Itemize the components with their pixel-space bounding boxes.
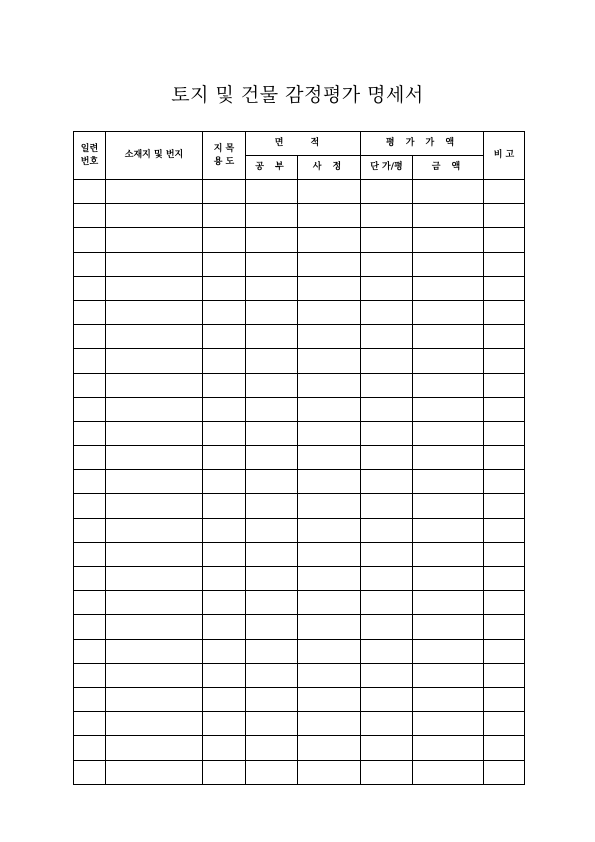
- unit-price-cell[interactable]: [361, 470, 413, 494]
- location-cell[interactable]: [106, 180, 203, 204]
- unit-price-cell[interactable]: [361, 325, 413, 349]
- serial-cell[interactable]: [74, 615, 106, 639]
- table-row: [74, 567, 525, 591]
- land-use-cell[interactable]: [203, 421, 246, 445]
- land-use-cell[interactable]: [203, 180, 246, 204]
- table-row: [74, 228, 525, 252]
- amount-cell[interactable]: [413, 591, 484, 615]
- remarks-cell[interactable]: [484, 687, 525, 711]
- amount-cell[interactable]: [413, 470, 484, 494]
- area-official-cell[interactable]: [246, 397, 298, 421]
- serial-cell[interactable]: [74, 421, 106, 445]
- remarks-cell[interactable]: [484, 639, 525, 663]
- serial-cell[interactable]: [74, 567, 106, 591]
- remarks-cell[interactable]: [484, 421, 525, 445]
- serial-cell[interactable]: [74, 349, 106, 373]
- header-serial-line2: 번호: [80, 156, 99, 167]
- land-use-cell[interactable]: [203, 615, 246, 639]
- amount-cell[interactable]: [413, 300, 484, 324]
- location-cell[interactable]: [106, 204, 203, 228]
- remarks-cell[interactable]: [484, 615, 525, 639]
- serial-cell[interactable]: [74, 518, 106, 542]
- area-actual-cell[interactable]: [298, 446, 361, 470]
- location-cell[interactable]: [106, 663, 203, 687]
- serial-cell[interactable]: [74, 663, 106, 687]
- location-cell[interactable]: [106, 470, 203, 494]
- remarks-cell[interactable]: [484, 228, 525, 252]
- table-row: [74, 349, 525, 373]
- area-actual-cell[interactable]: [298, 639, 361, 663]
- area-actual-cell[interactable]: [298, 591, 361, 615]
- land-use-cell[interactable]: [203, 325, 246, 349]
- land-use-cell[interactable]: [203, 518, 246, 542]
- appraisal-table: [73, 131, 525, 785]
- area-official-cell[interactable]: [246, 494, 298, 518]
- area-official-cell[interactable]: [246, 542, 298, 566]
- amount-cell[interactable]: [413, 228, 484, 252]
- location-cell[interactable]: [106, 494, 203, 518]
- header-appraisal-value: 평 가 가 액: [361, 132, 484, 156]
- remarks-cell[interactable]: [484, 663, 525, 687]
- unit-price-cell[interactable]: [361, 276, 413, 300]
- remarks-cell[interactable]: [484, 252, 525, 276]
- remarks-cell[interactable]: [484, 518, 525, 542]
- header-landuse-line1: 지 목: [213, 143, 235, 154]
- land-use-cell[interactable]: [203, 373, 246, 397]
- location-cell[interactable]: [106, 687, 203, 711]
- land-use-cell[interactable]: [203, 687, 246, 711]
- area-official-cell[interactable]: [246, 252, 298, 276]
- table-row: [74, 397, 525, 421]
- table-row: [74, 180, 525, 204]
- area-official-cell[interactable]: [246, 687, 298, 711]
- location-cell[interactable]: [106, 397, 203, 421]
- location-cell[interactable]: [106, 349, 203, 373]
- area-actual-cell[interactable]: [298, 494, 361, 518]
- location-cell[interactable]: [106, 567, 203, 591]
- unit-price-cell[interactable]: [361, 518, 413, 542]
- amount-cell[interactable]: [413, 373, 484, 397]
- remarks-cell[interactable]: [484, 446, 525, 470]
- header-remarks: 비 고: [484, 132, 525, 180]
- amount-cell[interactable]: [413, 252, 484, 276]
- location-cell[interactable]: [106, 518, 203, 542]
- location-cell[interactable]: [106, 325, 203, 349]
- remarks-cell[interactable]: [484, 397, 525, 421]
- unit-price-cell[interactable]: [361, 542, 413, 566]
- amount-cell[interactable]: [413, 494, 484, 518]
- serial-cell[interactable]: [74, 712, 106, 736]
- remarks-cell[interactable]: [484, 325, 525, 349]
- area-actual-cell[interactable]: [298, 180, 361, 204]
- unit-price-cell[interactable]: [361, 712, 413, 736]
- location-cell[interactable]: [106, 615, 203, 639]
- location-cell[interactable]: [106, 252, 203, 276]
- land-use-cell[interactable]: [203, 494, 246, 518]
- table-row: [74, 325, 525, 349]
- area-actual-cell[interactable]: [298, 760, 361, 784]
- unit-price-cell[interactable]: [361, 760, 413, 784]
- amount-cell[interactable]: [413, 397, 484, 421]
- area-actual-cell[interactable]: [298, 470, 361, 494]
- header-land-use: [203, 132, 246, 180]
- header-landuse-line2: 용 도: [213, 156, 235, 167]
- serial-cell[interactable]: [74, 204, 106, 228]
- serial-cell[interactable]: [74, 639, 106, 663]
- unit-price-cell[interactable]: [361, 494, 413, 518]
- remarks-cell[interactable]: [484, 736, 525, 760]
- serial-cell[interactable]: [74, 591, 106, 615]
- amount-cell[interactable]: [413, 325, 484, 349]
- table-row: [74, 663, 525, 687]
- area-official-cell[interactable]: [246, 349, 298, 373]
- land-use-cell[interactable]: [203, 542, 246, 566]
- remarks-cell[interactable]: [484, 542, 525, 566]
- area-actual-cell[interactable]: [298, 518, 361, 542]
- serial-cell[interactable]: [74, 300, 106, 324]
- land-use-cell[interactable]: [203, 349, 246, 373]
- amount-cell[interactable]: [413, 663, 484, 687]
- serial-cell[interactable]: [74, 760, 106, 784]
- serial-cell[interactable]: [74, 325, 106, 349]
- area-official-cell[interactable]: [246, 180, 298, 204]
- area-official-cell[interactable]: [246, 421, 298, 445]
- area-actual-cell[interactable]: [298, 615, 361, 639]
- area-official-cell[interactable]: [246, 276, 298, 300]
- serial-cell[interactable]: [74, 470, 106, 494]
- table-row: [74, 687, 525, 711]
- area-actual-cell[interactable]: [298, 252, 361, 276]
- land-use-cell[interactable]: [203, 760, 246, 784]
- land-use-cell[interactable]: [203, 639, 246, 663]
- remarks-cell[interactable]: [484, 276, 525, 300]
- area-official-cell[interactable]: [246, 204, 298, 228]
- table-row: [74, 252, 525, 276]
- unit-price-cell[interactable]: [361, 421, 413, 445]
- area-official-cell[interactable]: [246, 373, 298, 397]
- area-actual-cell[interactable]: [298, 542, 361, 566]
- unit-price-cell[interactable]: [361, 663, 413, 687]
- amount-cell[interactable]: [413, 180, 484, 204]
- header-row-1: [74, 132, 525, 156]
- table-row: [74, 494, 525, 518]
- remarks-cell[interactable]: [484, 204, 525, 228]
- table-row: [74, 591, 525, 615]
- unit-price-cell[interactable]: [361, 180, 413, 204]
- area-official-cell[interactable]: [246, 639, 298, 663]
- area-actual-cell[interactable]: [298, 567, 361, 591]
- unit-price-cell[interactable]: [361, 639, 413, 663]
- table-row: [74, 542, 525, 566]
- unit-price-cell[interactable]: [361, 228, 413, 252]
- area-actual-cell[interactable]: [298, 228, 361, 252]
- remarks-cell[interactable]: [484, 470, 525, 494]
- unit-price-cell[interactable]: [361, 373, 413, 397]
- amount-cell[interactable]: [413, 446, 484, 470]
- area-actual-cell[interactable]: [298, 397, 361, 421]
- location-cell[interactable]: [106, 591, 203, 615]
- remarks-cell[interactable]: [484, 373, 525, 397]
- table-row: [74, 639, 525, 663]
- land-use-cell[interactable]: [203, 204, 246, 228]
- land-use-cell[interactable]: [203, 228, 246, 252]
- area-official-cell[interactable]: [246, 615, 298, 639]
- area-actual-cell[interactable]: [298, 712, 361, 736]
- remarks-cell[interactable]: [484, 567, 525, 591]
- serial-cell[interactable]: [74, 180, 106, 204]
- location-cell[interactable]: [106, 639, 203, 663]
- land-use-cell[interactable]: [203, 712, 246, 736]
- serial-cell[interactable]: [74, 736, 106, 760]
- serial-cell[interactable]: [74, 397, 106, 421]
- land-use-cell[interactable]: [203, 736, 246, 760]
- area-actual-cell[interactable]: [298, 204, 361, 228]
- unit-price-cell[interactable]: [361, 567, 413, 591]
- table-row: [74, 470, 525, 494]
- remarks-cell[interactable]: [484, 349, 525, 373]
- remarks-cell[interactable]: [484, 300, 525, 324]
- area-official-cell[interactable]: [246, 518, 298, 542]
- unit-price-cell[interactable]: [361, 349, 413, 373]
- area-actual-cell[interactable]: [298, 736, 361, 760]
- amount-cell[interactable]: [413, 542, 484, 566]
- serial-cell[interactable]: [74, 687, 106, 711]
- area-official-cell[interactable]: [246, 712, 298, 736]
- unit-price-cell[interactable]: [361, 397, 413, 421]
- serial-cell[interactable]: [74, 494, 106, 518]
- table-row: [74, 276, 525, 300]
- table-row: [74, 518, 525, 542]
- amount-cell[interactable]: [413, 687, 484, 711]
- unit-price-cell[interactable]: [361, 252, 413, 276]
- remarks-cell[interactable]: [484, 712, 525, 736]
- header-serial-line1: 일련: [80, 143, 99, 154]
- unit-price-cell[interactable]: [361, 204, 413, 228]
- amount-cell[interactable]: [413, 276, 484, 300]
- remarks-cell[interactable]: [484, 494, 525, 518]
- table-row: [74, 615, 525, 639]
- serial-cell[interactable]: [74, 228, 106, 252]
- area-actual-cell[interactable]: [298, 373, 361, 397]
- header-amount: 금 액: [413, 156, 484, 180]
- area-official-cell[interactable]: [246, 567, 298, 591]
- area-actual-cell[interactable]: [298, 300, 361, 324]
- location-cell[interactable]: [106, 542, 203, 566]
- remarks-cell[interactable]: [484, 760, 525, 784]
- land-use-cell[interactable]: [203, 397, 246, 421]
- land-use-cell[interactable]: [203, 663, 246, 687]
- land-use-cell[interactable]: [203, 300, 246, 324]
- table-row: [74, 204, 525, 228]
- location-cell[interactable]: [106, 228, 203, 252]
- serial-cell[interactable]: [74, 373, 106, 397]
- unit-price-cell[interactable]: [361, 591, 413, 615]
- header-serial-number: [74, 132, 106, 180]
- document-title: 토지 및 건물 감정평가 명세서: [171, 84, 424, 106]
- amount-cell[interactable]: [413, 204, 484, 228]
- unit-price-cell[interactable]: [361, 615, 413, 639]
- land-use-cell[interactable]: [203, 591, 246, 615]
- table-row: [74, 421, 525, 445]
- amount-cell[interactable]: [413, 421, 484, 445]
- area-actual-cell[interactable]: [298, 663, 361, 687]
- serial-cell[interactable]: [74, 276, 106, 300]
- area-official-cell[interactable]: [246, 300, 298, 324]
- amount-cell[interactable]: [413, 760, 484, 784]
- location-cell[interactable]: [106, 712, 203, 736]
- remarks-cell[interactable]: [484, 591, 525, 615]
- land-use-cell[interactable]: [203, 470, 246, 494]
- unit-price-cell[interactable]: [361, 736, 413, 760]
- unit-price-cell[interactable]: [361, 446, 413, 470]
- amount-cell[interactable]: [413, 736, 484, 760]
- area-actual-cell[interactable]: [298, 325, 361, 349]
- amount-cell[interactable]: [413, 349, 484, 373]
- area-official-cell[interactable]: [246, 228, 298, 252]
- header-location: 소재지 및 번지: [106, 132, 203, 180]
- location-cell[interactable]: [106, 736, 203, 760]
- location-cell[interactable]: [106, 373, 203, 397]
- amount-cell[interactable]: [413, 518, 484, 542]
- table-row: [74, 760, 525, 784]
- unit-price-cell[interactable]: [361, 687, 413, 711]
- area-actual-cell[interactable]: [298, 276, 361, 300]
- area-actual-cell[interactable]: [298, 687, 361, 711]
- location-cell[interactable]: [106, 446, 203, 470]
- area-actual-cell[interactable]: [298, 349, 361, 373]
- location-cell[interactable]: [106, 760, 203, 784]
- unit-price-cell[interactable]: [361, 300, 413, 324]
- remarks-cell[interactable]: [484, 180, 525, 204]
- amount-cell[interactable]: [413, 615, 484, 639]
- header-area-actual: 사 정: [298, 156, 361, 180]
- land-use-cell[interactable]: [203, 446, 246, 470]
- amount-cell[interactable]: [413, 567, 484, 591]
- table-row: [74, 446, 525, 470]
- area-official-cell[interactable]: [246, 663, 298, 687]
- location-cell[interactable]: [106, 276, 203, 300]
- location-cell[interactable]: [106, 300, 203, 324]
- area-official-cell[interactable]: [246, 470, 298, 494]
- serial-cell[interactable]: [74, 542, 106, 566]
- table-row: [74, 736, 525, 760]
- area-official-cell[interactable]: [246, 736, 298, 760]
- area-official-cell[interactable]: [246, 760, 298, 784]
- header-unit-price: 단 가/평: [361, 156, 413, 180]
- area-official-cell[interactable]: [246, 591, 298, 615]
- table-row: [74, 373, 525, 397]
- header-area: 면 적: [246, 132, 361, 156]
- serial-cell[interactable]: [74, 252, 106, 276]
- land-use-cell[interactable]: [203, 276, 246, 300]
- header-area-official: 공 부: [246, 156, 298, 180]
- table-row: [74, 300, 525, 324]
- serial-cell[interactable]: [74, 446, 106, 470]
- table-body: [74, 180, 525, 785]
- land-use-cell[interactable]: [203, 567, 246, 591]
- area-official-cell[interactable]: [246, 325, 298, 349]
- location-cell[interactable]: [106, 421, 203, 445]
- land-use-cell[interactable]: [203, 252, 246, 276]
- area-official-cell[interactable]: [246, 446, 298, 470]
- amount-cell[interactable]: [413, 712, 484, 736]
- table-row: [74, 712, 525, 736]
- amount-cell[interactable]: [413, 639, 484, 663]
- area-actual-cell[interactable]: [298, 421, 361, 445]
